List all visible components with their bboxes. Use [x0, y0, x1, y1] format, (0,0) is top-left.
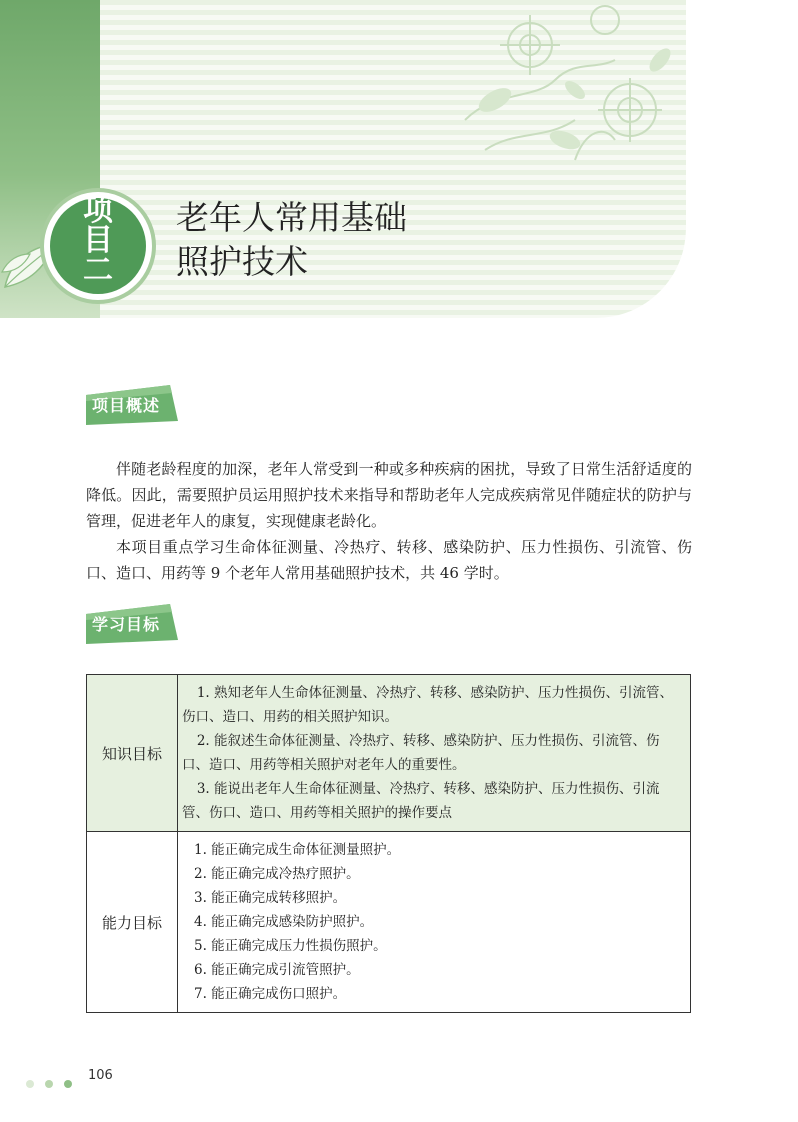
badge-char: 目: [83, 223, 113, 258]
dot-icon: [64, 1080, 72, 1088]
project-title: [176, 196, 407, 284]
list-item: 3. 能正确完成转移照护。: [194, 890, 347, 906]
ability-goal-heading: 能力目标: [87, 832, 178, 1013]
section-tag-overview: [86, 385, 178, 425]
knowledge-goal-list: [178, 675, 691, 832]
overview-paragraph: 本项目重点学习生命体征测量、冷热疗、转移、感染防护、压力性损伤、引流管、伤口、造口、用药等 9 个老年人常用基础照护技术，共 46 学时。: [86, 538, 692, 582]
project-badge-label: [70, 193, 126, 288]
learning-objectives-table: [86, 674, 691, 1013]
list-item: 6. 能正确完成引流管照护。: [194, 962, 360, 978]
floral-ornament-icon: [455, 0, 685, 165]
knowledge-goal-heading: 知识目标: [87, 675, 178, 832]
list-item: 7. 能正确完成伤口照护。: [194, 986, 347, 1002]
table-row: [87, 675, 691, 832]
table-row: [87, 832, 691, 1013]
dot-icon: [26, 1080, 34, 1088]
overview-text: [86, 456, 692, 586]
section-tag-objectives: [86, 604, 178, 644]
ability-goal-list: [178, 832, 691, 1013]
project-title-line: 老年人常用基础: [176, 198, 407, 237]
overview-paragraph: 伴随老龄程度的加深，老年人常受到一种或多种疾病的困扰，导致了日常生活舒适度的降低。因此，需要照护员运用照护技术来指导和帮助老年人完成疾病常见伴随症状的防护与管理，促进老年人的康复，实现健康老龄化。: [86, 460, 692, 530]
list-item: 2. 能正确完成冷热疗照护。: [194, 866, 360, 882]
list-item: 3. 能说出老年人生命体征测量、冷热疗、转移、感染防护、压力性损伤、引流管、伤口、造口、用药等相关照护的操作要点: [182, 781, 660, 821]
list-item: 2. 能叙述生命体征测量、冷热疗、转移、感染防护、压力性损伤、引流管、伤口、造口、用药等相关照护对老年人的重要性。: [182, 733, 660, 773]
badge-char: 二: [83, 253, 113, 288]
list-item: 1. 熟知老年人生命体征测量、冷热疗、转移、感染防护、压力性损伤、引流管、伤口、造口、用药的相关照护知识。: [182, 685, 674, 725]
section-tag-label: 学习目标: [92, 615, 161, 634]
badge-char: 项: [83, 193, 113, 228]
dot-icon: [45, 1080, 53, 1088]
list-item: 5. 能正确完成压力性损伤照护。: [194, 938, 387, 954]
list-item: 4. 能正确完成感染防护照护。: [194, 914, 374, 930]
project-title-line: 照护技术: [176, 242, 308, 281]
list-item: 1. 能正确完成生命体征测量照护。: [194, 842, 401, 858]
page-number: 106: [88, 1068, 113, 1083]
section-tag-label: 项目概述: [92, 396, 161, 415]
footer-dots-icon: [26, 1073, 78, 1092]
